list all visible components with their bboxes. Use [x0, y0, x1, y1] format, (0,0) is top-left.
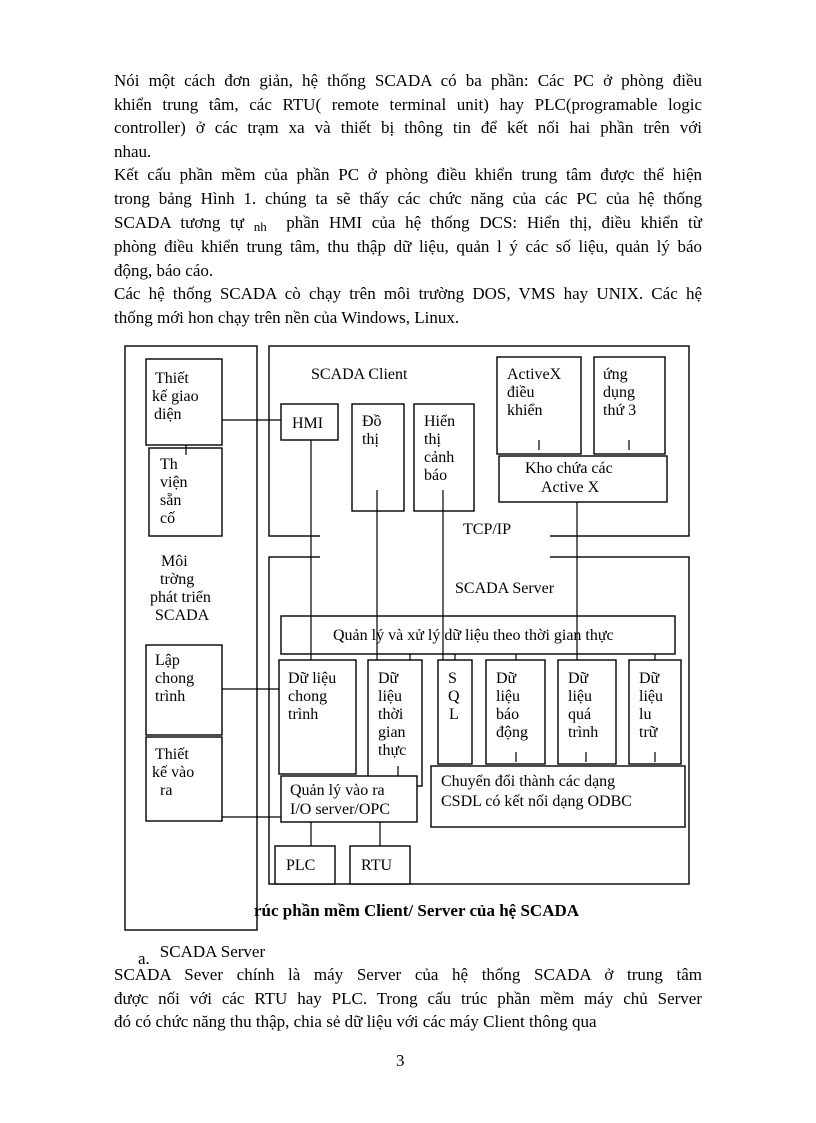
sql-label: S Q L — [448, 670, 460, 723]
section-heading — [138, 942, 266, 968]
text-line: đó có chức năng thu thập, chia sẻ dữ liệu với các máy Client thông qua — [114, 1012, 597, 1032]
heading-text: SCADA Server — [159, 942, 266, 961]
text-fragment: SCADA tương tự — [114, 212, 245, 232]
text-line: SCADA Sever chính là máy Server của hệ thống SCADA ở trung tâm — [114, 965, 702, 984]
activex-store-label: Kho chứa các Active X — [525, 460, 613, 496]
library-label: Th viện sẵn cố — [160, 456, 188, 527]
odbc-label: Chuyển đổi thành các dạng CSDL có kết nối dạng ODBC — [441, 773, 632, 810]
tcpip-gap — [320, 530, 550, 564]
server-title: SCADA Server — [455, 580, 555, 597]
body-paragraph — [114, 963, 702, 1034]
text-line: được nối với các RTU hay PLC. Trong cấu trúc phần mềm máy chủ Server — [114, 988, 702, 1008]
io-design-label: Thiết kế vào ra — [152, 746, 195, 799]
rtu-label: RTU — [361, 857, 393, 874]
third-party-app-label: ứng dụng thứ 3 — [603, 366, 637, 419]
program-data-label: Dữ liệu chong trình — [288, 670, 337, 723]
activex-control-label: ActiveX điều khiển — [507, 366, 562, 419]
archive-data-label: Dữ liệu lu trữ — [639, 670, 663, 741]
text-line: thống mới hon chạy trên nền của Windows, Linux. — [114, 307, 460, 327]
heading-marker: a. — [138, 949, 150, 968]
io-server-label: Quản lý vào ra I/O server/OPC — [290, 782, 390, 818]
realtime-label: Quản lý và xử lý dữ liệu theo thời gian thực — [333, 627, 614, 644]
client-title: SCADA Client — [311, 366, 408, 383]
hmi-label: HMI — [292, 415, 324, 432]
text-fragment: phần HMI của hệ thống DCS: Hiển thị, điều khiển từ — [286, 212, 702, 232]
subscript-fragment: nh — [253, 218, 267, 234]
text-line: controller) ở các trạm xa và thiết bị thông tin để kết nối hai phần trên với — [114, 118, 702, 138]
programming-label: Lập chong trình — [155, 652, 195, 705]
text-line: khiển trung tâm, các RTU( remote terminal unit) hay PLC(programable logic — [114, 94, 702, 114]
graph-label: Đồ thị — [362, 413, 382, 448]
realtime-data-label: Dữ liệu thời gian thực — [378, 670, 407, 759]
process-data-label: Dữ liệu quá trình — [568, 670, 599, 741]
text-line: trong bảng Hình 1. chúng ta sẽ thấy các chức năng của các PC của hệ thống — [114, 188, 702, 208]
ui-design-label: Thiết kế giao diện — [152, 370, 199, 423]
text-line: Kết cấu phần mềm của phần PC ở phòng điều khiển trung tâm được thể hiện — [114, 165, 702, 185]
dev-env-label: Môi trờng phát triển SCADA — [150, 553, 211, 624]
plc-label: PLC — [286, 857, 316, 874]
text-line: động, báo cáo. — [114, 260, 214, 280]
alarm-display-label: Hiển thị cảnh báo — [424, 413, 456, 484]
figure-caption: rúc phần mềm Client/ Server của hệ SCADA — [254, 901, 580, 920]
page-number: 3 — [396, 1051, 405, 1070]
alarm-data-label: Dữ liệu báo động — [496, 670, 528, 741]
text-line: Các hệ thống SCADA cò chạy trên môi trường DOS, VMS hay UNIX. Các hệ — [114, 284, 702, 304]
text-line: phòng điều khiển trung tâm, thu thập dữ liệu, quản l ý các số liệu, quản lý báo — [114, 237, 702, 257]
text-line: Nói một cách đơn giản, hệ thống SCADA có ba phần: Các PC ở phòng điều — [114, 71, 702, 90]
tcpip-label: TCP/IP — [463, 521, 512, 538]
text-line: nhau. — [114, 141, 152, 161]
